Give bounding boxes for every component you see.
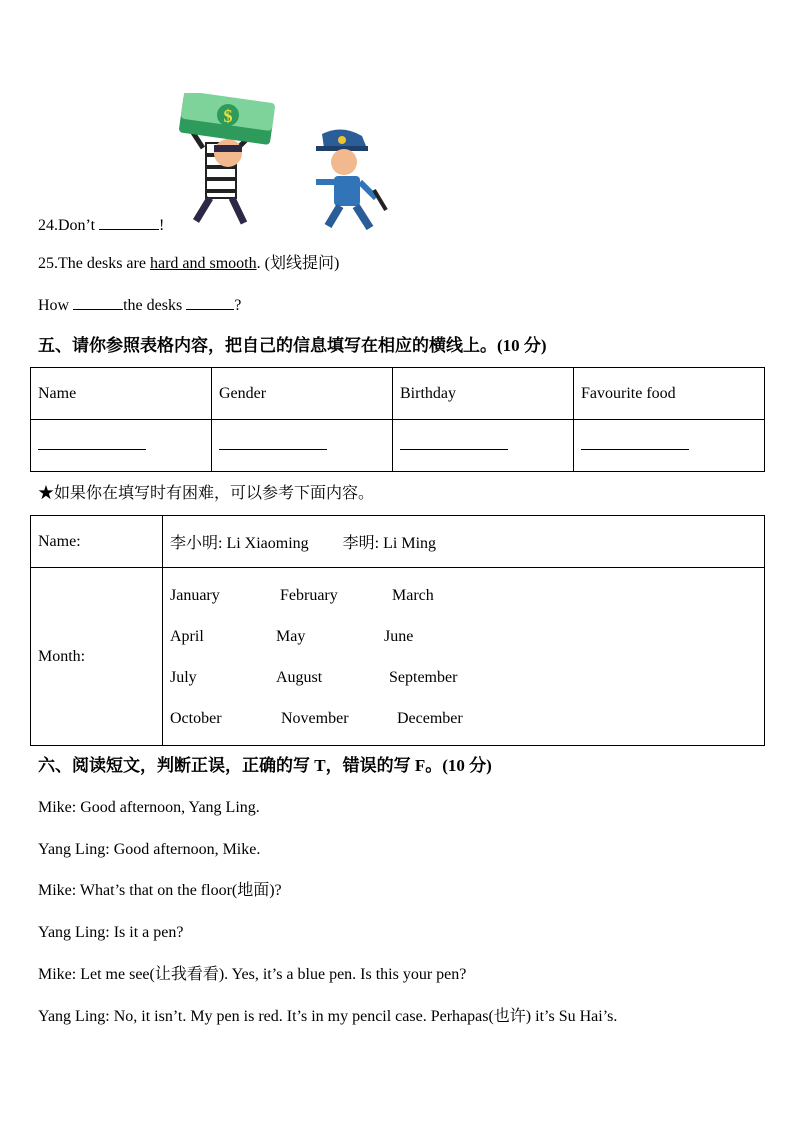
header-favourite-food: Favourite food xyxy=(574,368,765,420)
dialogue-line: Mike: Let me see(让我看看). Yes, it’s a blue pen. Is this your pen? xyxy=(38,966,467,983)
answer-blank[interactable] xyxy=(186,295,234,310)
month: September xyxy=(389,668,458,686)
thief-with-money-illustration xyxy=(178,93,278,233)
police-officer-illustration xyxy=(312,126,394,232)
reference-name: 李明: Li Ming xyxy=(342,535,437,552)
gender-answer-line[interactable] xyxy=(219,437,327,450)
dialogue-line: Mike: Good afternoon, Yang Ling. xyxy=(38,799,260,816)
month: November xyxy=(281,709,349,727)
answer-blank[interactable] xyxy=(99,215,159,230)
reference-name: 李小明: Li Xiaoming xyxy=(170,535,309,552)
hint-text: ★如果你在填写时有困难，可以参考下面内容。 xyxy=(38,485,375,502)
header-name: Name xyxy=(31,368,212,420)
food-answer-line[interactable] xyxy=(581,437,689,450)
month: March xyxy=(392,586,434,604)
question-24 xyxy=(38,215,164,236)
dialogue-line: Mike: What’s that on the floor(地面)? xyxy=(38,882,282,899)
month: May xyxy=(276,627,306,645)
header-birthday: Birthday xyxy=(393,368,574,420)
question-25-answer xyxy=(38,295,241,316)
month: February xyxy=(280,586,338,604)
month: June xyxy=(384,627,414,645)
dialogue-line: Yang Ling: No, it isn’t. My pen is red. It’s in my pencil case. Perhapas(也许) it’s Su Hai’s. xyxy=(38,1008,618,1025)
dollar-sign: $ xyxy=(223,106,233,126)
reference-table xyxy=(30,515,765,746)
birthday-answer-line[interactable] xyxy=(400,437,508,450)
answer-blank[interactable] xyxy=(73,295,123,310)
how-word: How xyxy=(38,297,70,314)
header-gender: Gender xyxy=(212,368,393,420)
section-5-heading: 五、请你参照表格内容，把自己的信息填写在相应的横线上。(10 分) xyxy=(38,336,547,355)
name-answer-line[interactable] xyxy=(38,437,146,450)
question-mark: ? xyxy=(234,297,242,314)
underlined-phrase: hard and smooth xyxy=(149,255,257,272)
q25-prefix: 25.The desks are xyxy=(38,255,146,272)
dialogue-line: Yang Ling: Is it a pen? xyxy=(38,924,184,941)
month: July xyxy=(170,668,197,686)
dialogue-line: Yang Ling: Good afternoon, Mike. xyxy=(38,841,261,858)
month: January xyxy=(170,586,220,604)
info-table xyxy=(30,367,765,472)
q24-end: ! xyxy=(159,217,165,234)
q25-suffix: . (划线提问) xyxy=(256,255,340,272)
month: April xyxy=(170,627,204,645)
question-25 xyxy=(38,254,339,274)
month: October xyxy=(170,709,222,727)
desks-word: the desks xyxy=(123,297,183,314)
section-6-heading: 六、阅读短文，判断正误，正确的写 T，错误的写 F。(10 分) xyxy=(38,756,492,775)
month: August xyxy=(276,668,323,686)
month-label: Month: xyxy=(31,568,163,746)
month: December xyxy=(397,709,463,727)
name-label: Name: xyxy=(31,516,163,568)
q24-text: 24.Don’t xyxy=(38,217,96,234)
